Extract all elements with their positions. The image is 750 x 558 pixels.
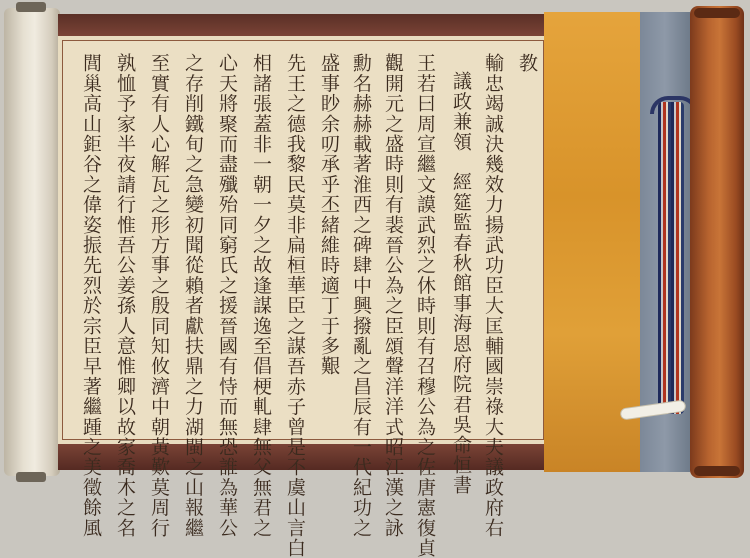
right-roller-top-cap [694,8,740,18]
text-column: 孰恤予家半夜請行惟吾公姜孫人意惟卿以故家喬木之名 [114,53,136,538]
right-roller-bottom-cap [694,466,740,476]
text-panel [62,40,544,558]
orange-silk-mount [544,12,644,472]
tie-ribbon [658,102,684,414]
left-roll-bottom-cap [16,472,46,482]
text-column: 王若曰周宣繼文謨武烈之休時則有召穆公為之佐唐憲復貞 [414,53,436,558]
text-column: 議政兼領 經筵監春秋館事海恩府院君吳命恒書 [450,71,472,496]
text-column: 至實有人心解瓦之形方事之殷同知攸濟中朝黃歎莫周行 [148,53,170,538]
text-column: 勳名赫赫載著淮西之碑肆中興撥亂之昌辰有一代紀功之 [350,53,372,538]
text-column: 盛事眇余叨承乎丕緒維時適丁于多艱 [318,53,340,377]
text-column-title: 教 [516,53,538,74]
text-column: 先王之德我黎民莫非扁桓華臣之謀吾赤子曾是不虞山言白 [284,53,306,558]
text-column: 輸忠竭誠決幾效力揚武功臣大匡輔國崇祿大夫議政府右 [482,53,504,538]
text-column: 之存削鐵旬之急變初聞從賴者獻扶鼎之力湖閩之山報繼 [182,53,204,538]
text-column: 觀開元之盛時則有裴晉公為之臣頌聲洋洋式昭江漢之詠 [382,53,404,538]
text-column: 心天將聚而盡殲殆同窮氏之援晉國有恃而無恐誰為華公 [216,53,238,538]
left-paper-roll [4,8,60,476]
left-roll-top-cap [16,2,46,12]
text-column: 閭巢高山鉅谷之偉姿振先烈於宗臣早著繼踵之美徵餘風 [80,53,102,538]
right-wooden-roller [690,6,744,478]
top-border-band [58,14,548,36]
text-column: 相諸張蓋非一朝一夕之故逢謀逸至倡梗軋肆無父無君之 [250,53,272,538]
